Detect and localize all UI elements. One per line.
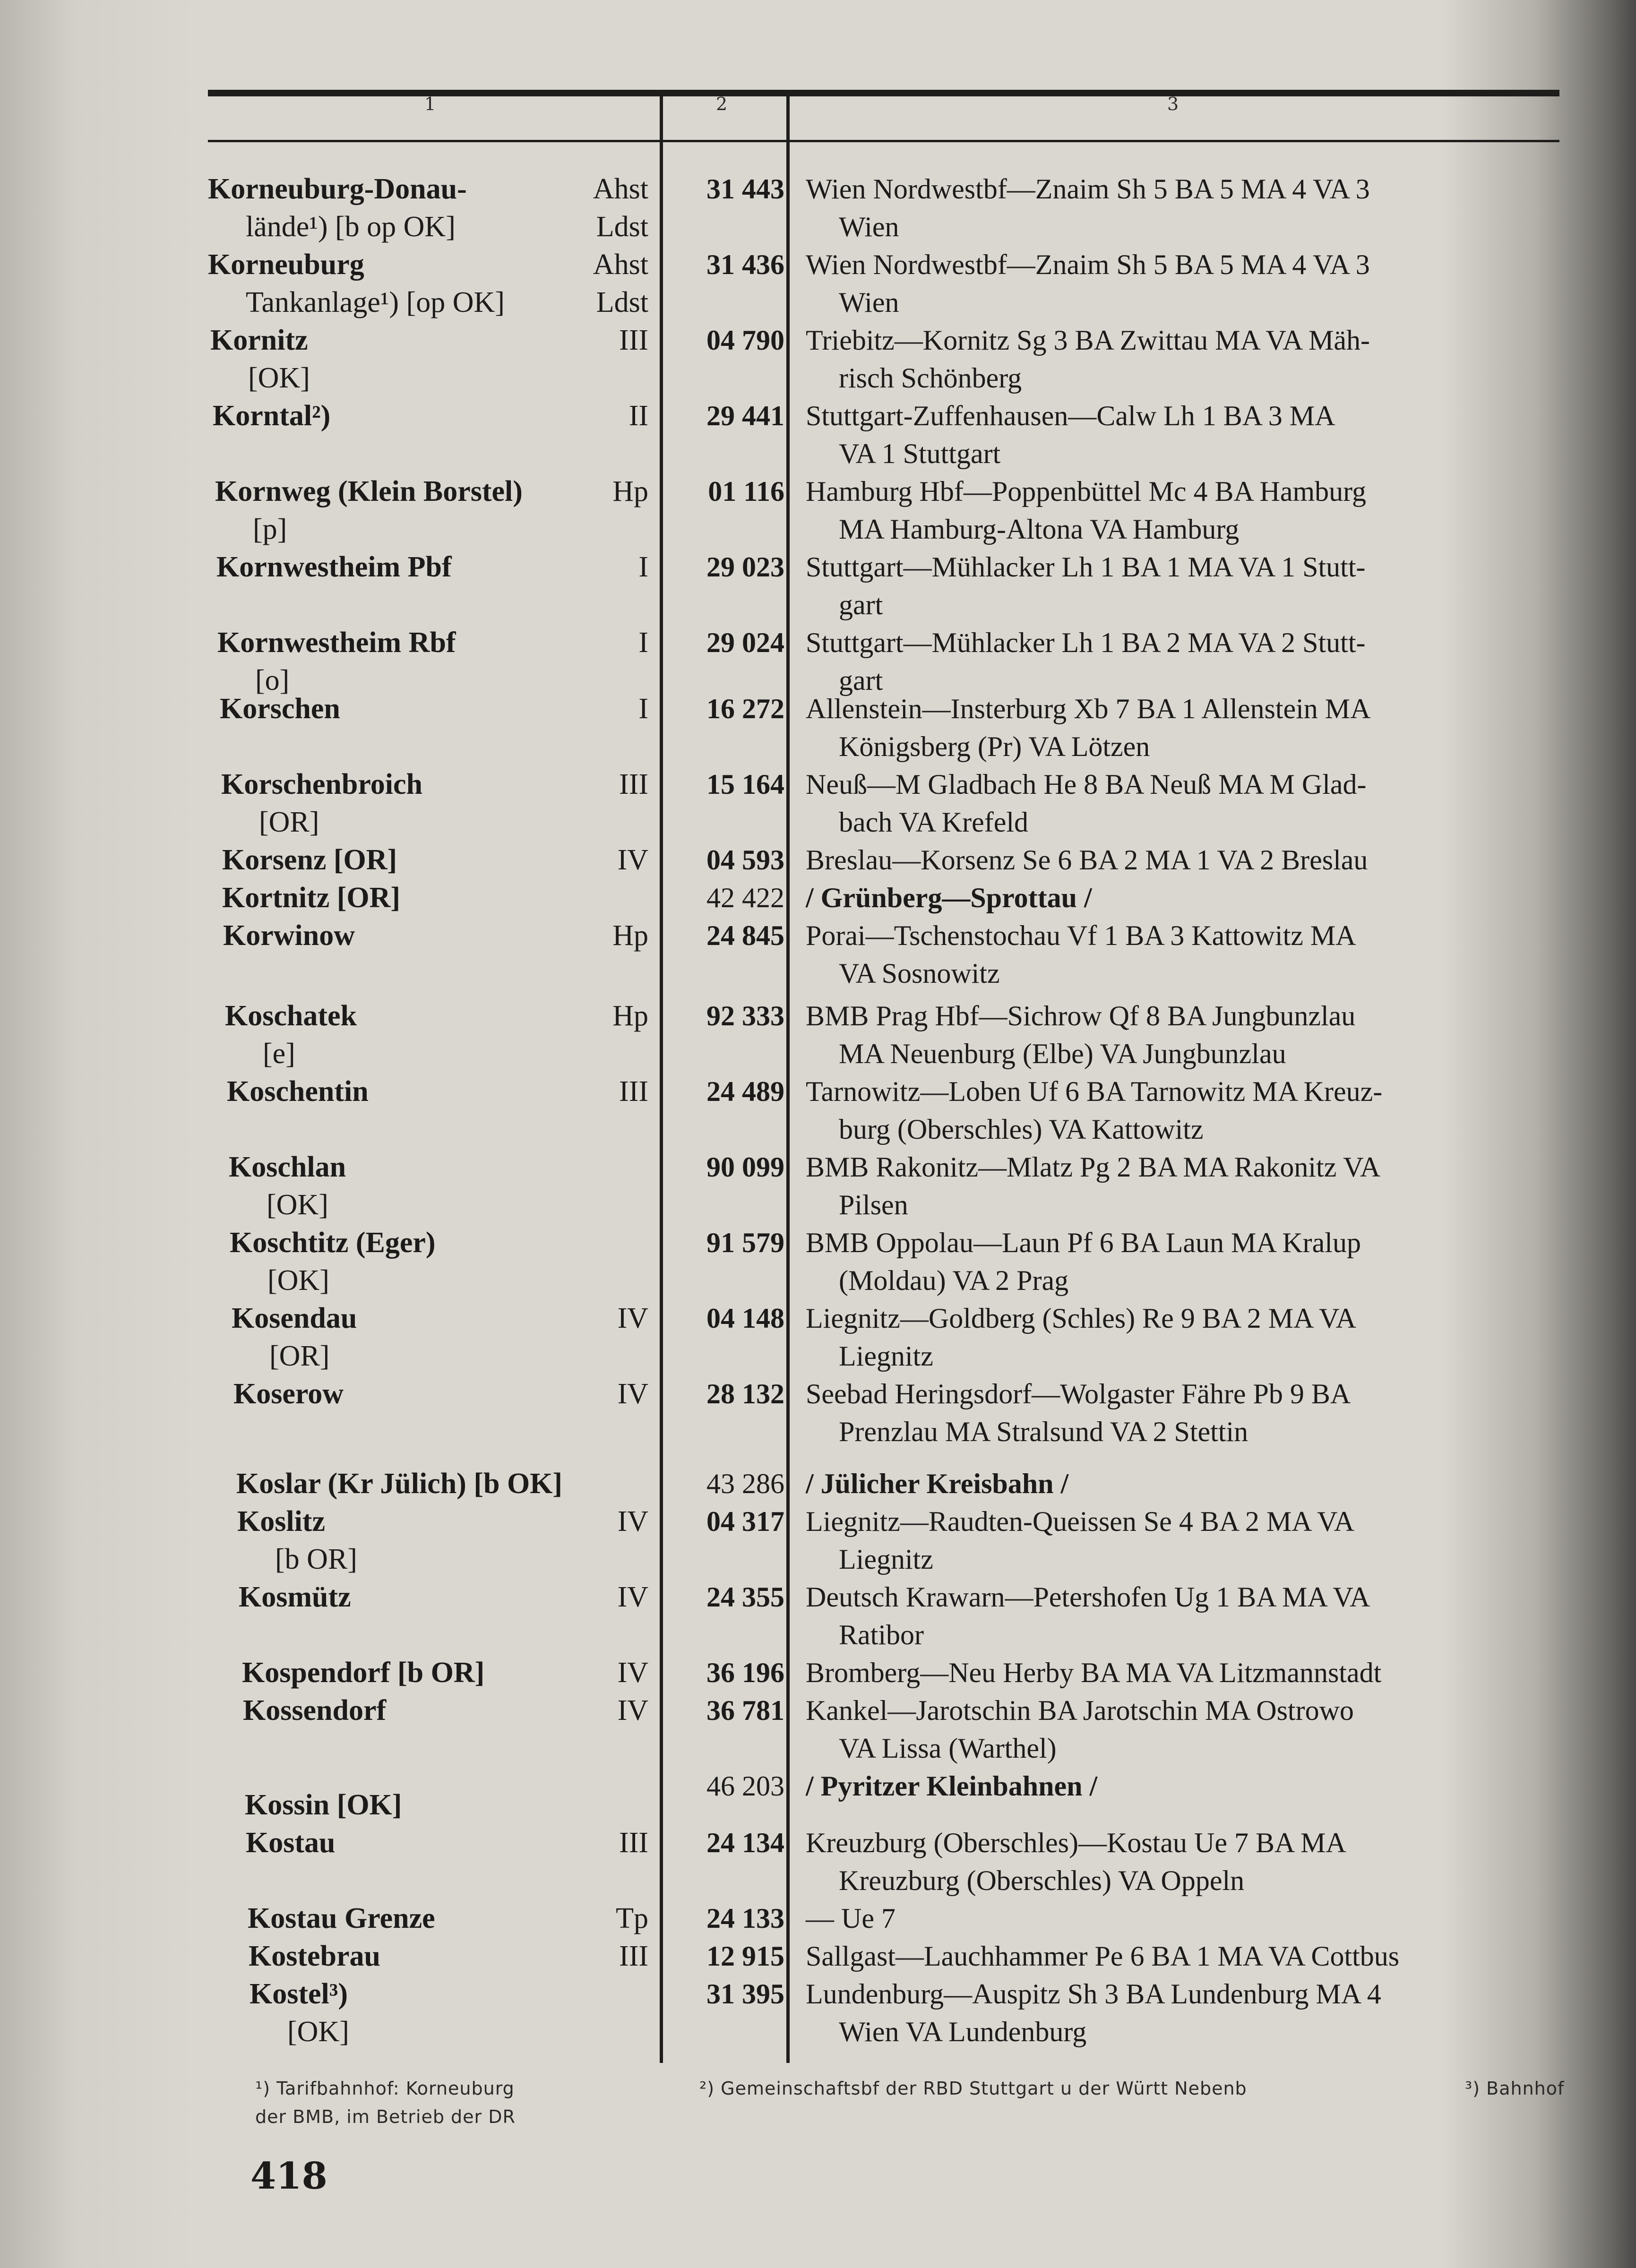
route-line-1: Allenstein—Insterburg Xb 7 BA 1 Allenstein MA xyxy=(806,693,1371,724)
station-number: 31 395 xyxy=(706,1978,784,2010)
station-name-cell xyxy=(215,472,523,548)
route-cell xyxy=(806,1975,1581,2051)
station-number: 91 579 xyxy=(706,1227,784,1258)
station-name: Kornwestheim Rbf xyxy=(217,627,456,659)
station-class xyxy=(618,1299,648,1337)
station-class xyxy=(619,1824,648,1862)
route-line-1: Bromberg—Neu Herby BA MA VA Litzmannstadt xyxy=(806,1657,1382,1688)
station-name-cell xyxy=(239,1578,351,1616)
station-note: [OR] xyxy=(269,1340,330,1372)
station-number: 04 790 xyxy=(706,325,784,356)
station-name: Korneuburg-Donau- xyxy=(208,173,467,205)
station-number: 04 317 xyxy=(706,1506,784,1537)
station-class xyxy=(619,1937,648,1975)
route-line-2: gart xyxy=(839,589,883,620)
station-name-cell xyxy=(225,997,357,1073)
station-class-primary: III xyxy=(619,1075,648,1108)
station-number: 24 845 xyxy=(706,920,784,951)
route-line-2: risch Schönberg xyxy=(839,362,1022,394)
route-cell xyxy=(806,1578,1581,1654)
station-class-primary: III xyxy=(619,324,648,356)
station-name-cell xyxy=(210,321,310,397)
route-cell xyxy=(806,548,1581,624)
station-class xyxy=(619,765,648,803)
station-name-cell xyxy=(217,624,456,699)
station-class-primary: IV xyxy=(617,1505,648,1538)
route-line-1: BMB Prag Hbf—Sichrow Qf 8 BA Jungbunzlau xyxy=(806,1000,1356,1031)
station-number: 15 164 xyxy=(706,769,784,800)
footnote-2: ²) Gemeinschaftsbf der RBD Stuttgart u der Württ Nebenb xyxy=(699,2078,1247,2099)
station-note: [p] xyxy=(253,513,287,545)
route-line-1: Kreuzburg (Oberschles)—Kostau Ue 7 BA MA xyxy=(806,1827,1346,1858)
station-class xyxy=(629,397,648,435)
station-class-primary: Tp xyxy=(616,1902,648,1934)
route-line-1: Seebad Heringsdorf—Wolgaster Fähre Pb 9 BA xyxy=(806,1378,1351,1409)
footnote-3: ³) Bahnhof xyxy=(1465,2078,1565,2099)
station-class xyxy=(618,1654,648,1692)
station-class-primary: I xyxy=(638,551,648,583)
route-line-1: Kankel—Jarotschin BA Jarotschin MA Ostrowo xyxy=(806,1695,1354,1726)
route-line-1: Porai—Tschenstochau Vf 1 BA 3 Kattowitz MA xyxy=(806,920,1356,951)
station-name: Kospendorf [b OR] xyxy=(242,1657,485,1689)
station-name: Kossendorf xyxy=(243,1694,387,1727)
route-line-1: / Pyritzer Kleinbahnen / xyxy=(806,1770,1098,1802)
station-name-cell xyxy=(243,1692,386,1729)
route-cell xyxy=(806,1465,1581,1503)
station-name-cell xyxy=(208,246,505,321)
station-class xyxy=(618,1503,648,1540)
route-line-1: Stuttgart—Mühlacker Lh 1 BA 2 MA VA 2 Stutt- xyxy=(806,627,1366,658)
station-note: lände¹) [b op OK] xyxy=(246,211,456,243)
station-class-primary: IV xyxy=(617,844,648,876)
route-cell xyxy=(806,1767,1581,1805)
route-line-2: Pilsen xyxy=(839,1189,908,1220)
route-cell xyxy=(806,879,1581,917)
route-line-2: (Moldau) VA 2 Prag xyxy=(839,1265,1069,1296)
route-line-1: Wien Nordwestbf—Znaim Sh 5 BA 5 MA 4 VA 3 xyxy=(806,249,1370,280)
station-name: Koschentin xyxy=(227,1075,369,1108)
route-cell xyxy=(806,1692,1581,1767)
station-class-primary: Hp xyxy=(612,475,648,507)
station-number: 31 443 xyxy=(706,173,784,205)
station-class xyxy=(619,1073,648,1110)
station-class-primary: Ahst xyxy=(593,173,648,205)
route-cell xyxy=(806,1503,1581,1578)
station-class xyxy=(593,246,648,321)
station-class-primary: Hp xyxy=(612,919,648,952)
route-line-2: Königsberg (Pr) VA Lötzen xyxy=(839,731,1150,762)
station-number: 46 203 xyxy=(706,1770,784,1802)
station-note: [OR] xyxy=(259,806,319,838)
route-cell xyxy=(806,624,1581,699)
station-class-primary: IV xyxy=(617,1378,648,1410)
station-class-primary: IV xyxy=(617,1657,648,1689)
route-line-1: Hamburg Hbf—Poppenbüttel Mc 4 BA Hamburg xyxy=(806,476,1367,507)
route-line-1: / Grünberg—Sprottau / xyxy=(806,882,1092,913)
route-line-1: BMB Rakonitz—Mlatz Pg 2 BA MA Rakonitz VA xyxy=(806,1151,1381,1183)
station-class xyxy=(619,321,648,359)
route-cell xyxy=(806,472,1581,548)
station-name: Korwinow xyxy=(223,919,355,952)
station-number: 28 132 xyxy=(706,1378,784,1409)
station-class xyxy=(638,624,648,662)
route-line-1: Triebitz—Kornitz Sg 3 BA Zwittau MA VA Mäh- xyxy=(806,325,1370,356)
station-class xyxy=(618,841,648,879)
route-line-1: Lundenburg—Auspitz Sh 3 BA Lundenburg MA 4 xyxy=(806,1978,1381,2010)
route-line-2: Ratibor xyxy=(839,1619,924,1650)
station-name-cell xyxy=(248,1899,435,1937)
station-name: Korschen xyxy=(220,693,340,725)
station-name-cell xyxy=(220,690,340,728)
route-cell xyxy=(806,1899,1581,1937)
route-cell xyxy=(806,397,1581,472)
route-cell xyxy=(806,1375,1581,1451)
station-name: Korschenbroich xyxy=(221,768,422,800)
station-name: Kornitz xyxy=(210,324,308,356)
station-name: Kossin [OK] xyxy=(245,1789,402,1821)
station-class xyxy=(618,1578,648,1616)
station-class-primary: I xyxy=(638,693,648,725)
table-top-rule xyxy=(208,90,1559,96)
station-class xyxy=(612,917,648,954)
station-number: 90 099 xyxy=(706,1151,784,1183)
station-name-cell xyxy=(237,1503,357,1578)
station-class-secondary: Ldst xyxy=(596,286,648,318)
station-note: [o] xyxy=(255,664,290,696)
station-name-cell xyxy=(223,917,355,954)
station-number: 01 116 xyxy=(708,476,784,507)
station-class xyxy=(612,472,648,510)
station-name-cell xyxy=(229,1148,346,1224)
station-note: [OK] xyxy=(287,2016,349,2048)
route-line-2: Wien xyxy=(839,287,899,318)
route-cell xyxy=(806,690,1581,765)
station-number: 42 422 xyxy=(706,882,784,913)
station-number: 24 134 xyxy=(706,1827,784,1858)
route-line-2: gart xyxy=(839,665,883,696)
footnote-1-line-1: ¹) Tarifbahnhof: Korneuburg xyxy=(255,2078,515,2099)
station-class-primary: IV xyxy=(617,1581,648,1613)
route-cell xyxy=(806,1299,1581,1375)
column-divider-2 xyxy=(786,93,790,2063)
station-number: 04 593 xyxy=(706,844,784,876)
station-name-cell xyxy=(246,1824,335,1862)
station-number: 29 024 xyxy=(706,627,784,658)
station-name: Koslitz xyxy=(237,1505,325,1538)
station-name: Kosmütz xyxy=(239,1581,351,1613)
station-class-secondary: Ldst xyxy=(596,211,648,243)
route-line-2: burg (Oberschles) VA Kattowitz xyxy=(839,1114,1204,1145)
route-cell xyxy=(806,1224,1581,1299)
station-name: Kostau Grenze xyxy=(248,1902,435,1934)
station-name: Koschatek xyxy=(225,1000,357,1032)
station-note: [OK] xyxy=(248,362,310,394)
route-cell xyxy=(806,1937,1581,1975)
station-note: [e] xyxy=(263,1038,295,1070)
station-class xyxy=(618,1692,648,1729)
route-line-2: VA 1 Stuttgart xyxy=(839,438,1001,469)
station-class-primary: IV xyxy=(617,1694,648,1727)
station-name-cell xyxy=(230,1224,436,1299)
station-note: [OK] xyxy=(267,1264,329,1297)
route-line-2: VA Sosnowitz xyxy=(839,958,1000,989)
station-name: Korneuburg xyxy=(208,249,364,281)
route-cell xyxy=(806,321,1581,397)
station-name: Kornweg (Klein Borstel) xyxy=(215,475,523,507)
station-name: Korsenz [OR] xyxy=(222,844,397,876)
route-line-1: / Jülicher Kreisbahn / xyxy=(806,1468,1069,1499)
route-line-1: Stuttgart—Mühlacker Lh 1 BA 1 MA VA 1 Stutt- xyxy=(806,551,1366,583)
route-cell xyxy=(806,917,1581,992)
station-name-cell xyxy=(236,1465,562,1503)
route-line-1: Liegnitz—Goldberg (Schles) Re 9 BA 2 MA VA xyxy=(806,1303,1356,1334)
station-class xyxy=(612,997,648,1035)
table-header-rule xyxy=(208,140,1559,142)
route-line-1: Neuß—M Gladbach He 8 BA Neuß MA M Glad- xyxy=(806,769,1367,800)
station-name: Kosendau xyxy=(232,1302,357,1334)
station-number: 24 133 xyxy=(706,1903,784,1934)
station-note: [b OR] xyxy=(275,1543,357,1575)
station-name-cell xyxy=(208,170,467,246)
station-class xyxy=(638,690,648,728)
station-number: 36 781 xyxy=(706,1695,784,1726)
station-name-cell xyxy=(245,1786,402,1824)
column-header-3: 3 xyxy=(1167,94,1179,114)
station-name: Kostebrau xyxy=(249,1940,380,1972)
station-name-cell xyxy=(213,397,330,435)
route-cell xyxy=(806,765,1581,841)
station-name: Korntal²) xyxy=(213,400,331,432)
station-number: 92 333 xyxy=(706,1000,784,1031)
route-line-2: Liegnitz xyxy=(839,1340,933,1372)
station-number: 43 286 xyxy=(706,1468,784,1499)
station-note: Tankanlage¹) [op OK] xyxy=(246,286,505,318)
station-name-cell xyxy=(216,548,452,586)
station-name-cell xyxy=(232,1299,357,1375)
route-cell xyxy=(806,1824,1581,1899)
station-class-primary: Ahst xyxy=(593,249,648,281)
route-line-1: Breslau—Korsenz Se 6 BA 2 MA 1 VA 2 Breslau xyxy=(806,844,1368,876)
footnote-1-line-2: der BMB, im Betrieb der DR xyxy=(255,2106,516,2127)
station-name-cell xyxy=(221,765,422,841)
station-class xyxy=(618,1375,648,1413)
station-name-cell xyxy=(249,1937,380,1975)
station-class-primary: III xyxy=(619,1940,648,1972)
station-number: 12 915 xyxy=(706,1941,784,1972)
station-name-cell xyxy=(222,841,397,879)
route-cell xyxy=(806,1654,1581,1692)
station-class-primary: II xyxy=(629,400,648,432)
route-cell xyxy=(806,997,1581,1073)
route-line-2: bach VA Krefeld xyxy=(839,807,1029,838)
station-class xyxy=(638,548,648,586)
station-number: 31 436 xyxy=(706,249,784,280)
route-line-1: Sallgast—Lauchhammer Pe 6 BA 1 MA VA Cottbus xyxy=(806,1941,1400,1972)
station-name: Kostau xyxy=(246,1827,336,1859)
route-line-1: Tarnowitz—Loben Uf 6 BA Tarnowitz MA Kreuz- xyxy=(806,1076,1383,1107)
route-line-1: Deutsch Krawarn—Petershofen Ug 1 BA MA VA xyxy=(806,1581,1370,1613)
route-cell xyxy=(806,170,1581,246)
footnote-1 xyxy=(255,2074,516,2131)
station-number: 24 489 xyxy=(706,1076,784,1107)
station-name: Kostel³) xyxy=(250,1978,348,2010)
station-name-cell xyxy=(242,1654,484,1692)
column-header-1: 1 xyxy=(424,94,436,114)
station-number: 36 196 xyxy=(706,1657,784,1688)
route-line-1: BMB Oppolau—Laun Pf 6 BA Laun MA Kralup xyxy=(806,1227,1361,1258)
station-class-primary: I xyxy=(638,627,648,659)
column-header-2: 2 xyxy=(716,94,728,114)
station-name: Koschtitz (Eger) xyxy=(230,1227,436,1259)
route-cell xyxy=(806,1148,1581,1224)
route-line-2: Liegnitz xyxy=(839,1544,933,1575)
station-name: Koserow xyxy=(233,1378,344,1410)
station-name: Kortnitz [OR] xyxy=(222,882,401,914)
route-cell xyxy=(806,246,1581,321)
station-name: Koschlan xyxy=(229,1151,346,1183)
station-class xyxy=(616,1899,648,1937)
route-line-2: MA Hamburg-Altona VA Hamburg xyxy=(839,514,1240,545)
route-line-2: Prenzlau MA Stralsund VA 2 Stettin xyxy=(839,1416,1249,1447)
station-name-cell xyxy=(233,1375,344,1413)
station-name-cell xyxy=(227,1073,369,1110)
route-line-2: VA Lissa (Warthel) xyxy=(839,1733,1057,1764)
route-line-2: Wien VA Lundenburg xyxy=(839,2016,1087,2047)
station-name: Kornwestheim Pbf xyxy=(216,551,452,583)
station-name-cell xyxy=(250,1975,349,2051)
station-class-primary: III xyxy=(619,768,648,800)
station-class-primary: Hp xyxy=(612,1000,648,1032)
station-class xyxy=(593,170,648,246)
station-number: 16 272 xyxy=(706,693,784,724)
station-note: [OK] xyxy=(267,1189,328,1221)
station-number: 04 148 xyxy=(706,1303,784,1334)
station-number: 29 023 xyxy=(706,551,784,583)
route-cell xyxy=(806,1073,1581,1148)
route-line-1: Wien Nordwestbf—Znaim Sh 5 BA 5 MA 4 VA 3 xyxy=(806,173,1370,205)
route-line-2: Wien xyxy=(839,211,899,242)
route-line-1: — Ue 7 xyxy=(806,1903,895,1934)
station-number: 29 441 xyxy=(706,400,784,431)
route-line-2: MA Neuenburg (Elbe) VA Jungbunzlau xyxy=(839,1038,1286,1069)
route-line-2: Kreuzburg (Oberschles) VA Oppeln xyxy=(839,1865,1245,1896)
route-line-1: Stuttgart-Zuffenhausen—Calw Lh 1 BA 3 MA xyxy=(806,400,1335,431)
station-name-cell xyxy=(222,879,400,917)
station-number: 24 355 xyxy=(706,1581,784,1613)
route-cell xyxy=(806,841,1581,879)
station-class-primary: III xyxy=(619,1827,648,1859)
station-class-primary: IV xyxy=(617,1302,648,1334)
column-divider-1 xyxy=(660,93,663,2063)
route-line-1: Liegnitz—Raudten-Queissen Se 4 BA 2 MA VA xyxy=(806,1506,1355,1537)
station-name: Koslar (Kr Jülich) [b OK] xyxy=(236,1468,563,1500)
page-number: 418 xyxy=(250,2155,327,2198)
